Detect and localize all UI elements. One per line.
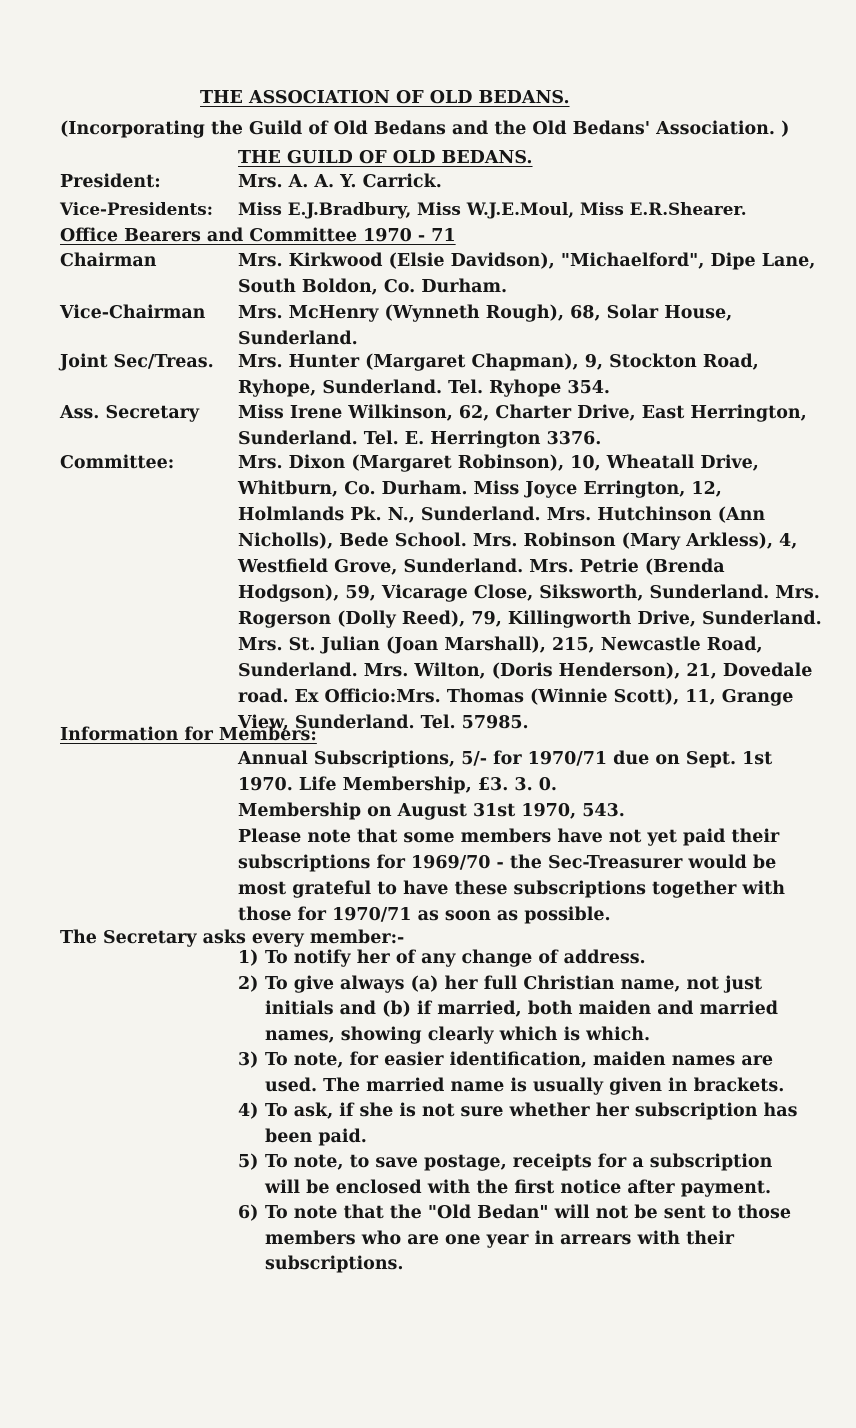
- item-text: To ask, if she is not sure whether her subscription has been paid.: [265, 1101, 798, 1147]
- list-item: [238, 972, 808, 1049]
- officer-details: Mrs. Dixon (Margaret Robinson), 10, Wheatall Drive, Whitburn, Co. Durham. Miss Joyce Errington, 12, Holmlands Pk. N., Sunderland. Mrs. Hutchinson (Ann Nicholls), Bede School. Mrs. Robinson (Mary Arkless), 4, Westfield Grove, Sunderland. Mrs. Petrie (Brenda Hodgson), 59, Vicarage Close, Siksworth, Sunderland. Mrs. Rogerson (Dolly Reed), 79, Killingworth Drive, Sunderland. Mrs. St. Julian (Joan Marshall), 215, Newcastle Road, Sunderland. Mrs. Wilton, (Doris Henderson), 21, Dovedale road. Ex Officio:Mrs. Thomas (Winnie Scott), 11, Grange View, Sunderland. Tel. 57985.: [238, 453, 822, 733]
- officer-role: Joint Sec/Treas.: [60, 352, 214, 372]
- officer-details: Miss Irene Wilkinson, 62, Charter Drive, East Herrington, Sunderland. Tel. E. Herrington 3376.: [238, 403, 807, 449]
- officer-details: Mrs. Kirkwood (Elsie Davidson), "Michaelford", Dipe Lane, South Boldon, Co. Durham.: [238, 251, 816, 297]
- item-number: 1): [238, 948, 259, 968]
- officer-role: Chairman: [60, 251, 157, 271]
- item-text: To note that the "Old Bedan" will not be sent to those members who are one year in arrears with their subscriptions.: [265, 1203, 791, 1274]
- info-membership: Membership on August 31st 1970, 543.: [238, 801, 625, 821]
- info-note: Please note that some members have not yet paid their subscriptions for 1969/70 - the Sec-Treasurer would be most grateful to have these subscriptions together with those for 1970/71 as soon as possible.: [238, 827, 785, 925]
- committee-heading: Office Bearers and Committee 1970 - 71: [60, 226, 456, 246]
- item-number: 3): [238, 1050, 259, 1070]
- info-subscriptions: Annual Subscriptions, 5/- for 1970/71 due on Sept. 1st 1970. Life Membership, £3. 3. 0.: [238, 749, 773, 795]
- item-text: To notify her of any change of address.: [265, 948, 646, 968]
- list-item: [238, 1150, 808, 1201]
- requests-list: [238, 946, 808, 1278]
- info-heading: Information for Members:: [60, 725, 317, 745]
- item-text: To note, to save postage, receipts for a subscription will be enclosed with the first notice after payment.: [265, 1152, 773, 1198]
- vice-presidents-label: Vice-Presidents:: [60, 199, 213, 219]
- list-item: [238, 1099, 808, 1150]
- item-text: To note, for easier identification, maiden names are used. The married name is usually given in brackets.: [265, 1050, 785, 1096]
- document-heading: THE ASSOCIATION OF OLD BEDANS.: [200, 88, 570, 108]
- document-subheading: (Incorporating the Guild of Old Bedans and the Old Bedans' Association. ): [60, 119, 790, 139]
- list-item: [238, 946, 808, 972]
- item-text: To give always (a) her full Christian name, not just initials and (b) if married, both maiden and married names, showing clearly which is which.: [265, 973, 778, 1045]
- president-label: President:: [60, 172, 161, 192]
- officer-details: Mrs. McHenry (Wynneth Rough), 68, Solar House, Sunderland.: [238, 303, 733, 349]
- officer-role: Vice-Chairman: [60, 303, 206, 323]
- item-number: 2): [238, 973, 259, 994]
- president-value: Mrs. A. A. Y. Carrick.: [238, 172, 442, 192]
- item-number: 6): [238, 1203, 259, 1223]
- officer-role: Ass. Secretary: [60, 403, 200, 423]
- officer-role: Committee:: [60, 453, 175, 473]
- list-item: [238, 1048, 808, 1099]
- vice-presidents-value: Miss E.J.Bradbury, Miss W.J.E.Moul, Miss E.R.Shearer.: [238, 199, 747, 219]
- item-number: 4): [238, 1101, 259, 1121]
- item-number: 5): [238, 1152, 259, 1172]
- guild-title: THE GUILD OF OLD BEDANS.: [238, 148, 533, 168]
- secretary-intro: The Secretary asks every member:-: [60, 928, 405, 948]
- officer-details: Mrs. Hunter (Margaret Chapman), 9, Stockton Road, Ryhope, Sunderland. Tel. Ryhope 354.: [238, 352, 759, 398]
- list-item: [238, 1201, 808, 1278]
